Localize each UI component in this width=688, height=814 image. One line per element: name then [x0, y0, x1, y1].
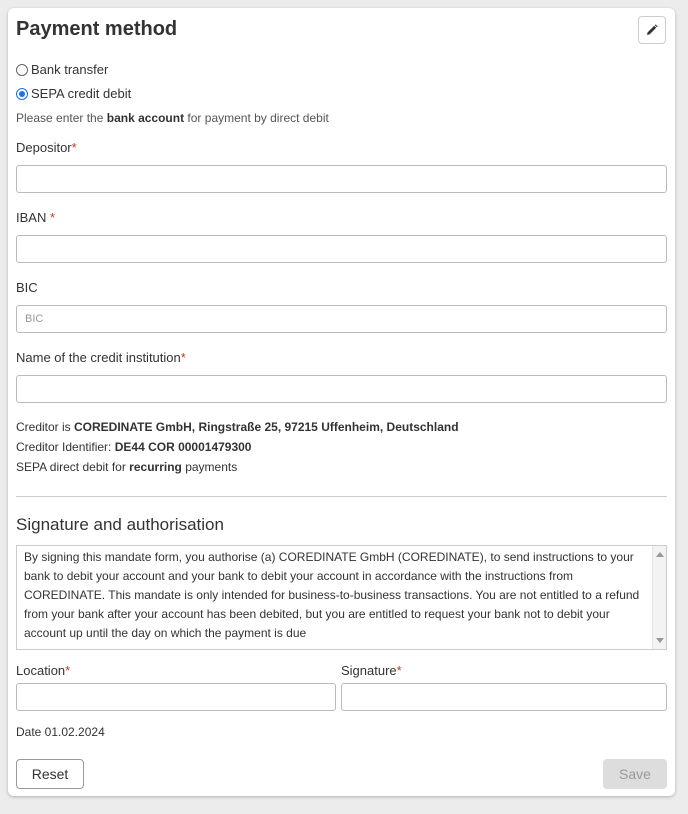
radio-sepa-credit-debit[interactable]: [16, 86, 131, 101]
radio-bank-transfer-indicator[interactable]: [16, 64, 28, 76]
signature-section-title: Signature and authorisation: [16, 515, 224, 534]
location-label: Location*: [16, 663, 71, 678]
scroll-up-icon[interactable]: [656, 552, 664, 557]
scroll-down-icon[interactable]: [656, 638, 664, 643]
reset-button[interactable]: Reset: [16, 759, 84, 789]
page-title: Payment method: [16, 18, 178, 40]
payment-method-card: [8, 8, 675, 796]
bic-placeholder: BIC: [25, 313, 44, 325]
bic-label: BIC: [16, 280, 38, 295]
radio-sepa-label: SEPA credit debit: [31, 86, 132, 101]
radio-sepa-indicator[interactable]: [16, 88, 28, 100]
pencil-icon: [646, 24, 658, 36]
date-text: Date 01.02.2024: [16, 725, 105, 739]
creditor-identifier: Creditor Identifier: DE44 COR 00001479300: [16, 440, 252, 454]
save-button[interactable]: Save: [603, 759, 667, 789]
iban-label: IBAN *: [16, 210, 56, 225]
credit-institution-label: Name of the credit institution*: [16, 350, 186, 365]
iban-input[interactable]: [16, 235, 667, 263]
bank-account-hint: Please enter the bank account for payment by direct debit: [16, 111, 329, 125]
depositor-input[interactable]: [16, 165, 667, 193]
edit-button[interactable]: [638, 16, 666, 44]
location-input[interactable]: [16, 683, 336, 711]
creditor-info: Creditor is COREDINATE GmbH, Ringstraße 25, 97215 Uffenheim, Deutschland: [16, 420, 459, 434]
sepa-recurring-info: SEPA direct debit for recurring payments: [16, 460, 238, 474]
mandate-textarea[interactable]: [16, 545, 667, 650]
depositor-label: Depositor*: [16, 140, 77, 155]
section-divider: [16, 496, 667, 497]
radio-bank-transfer-label: Bank transfer: [31, 62, 109, 77]
radio-bank-transfer[interactable]: [16, 62, 108, 77]
mandate-scrollbar[interactable]: [652, 546, 666, 649]
signature-label: Signature*: [341, 663, 402, 678]
signature-input[interactable]: [341, 683, 667, 711]
bic-input[interactable]: [16, 305, 667, 333]
credit-institution-input[interactable]: [16, 375, 667, 403]
mandate-text: By signing this mandate form, you authorise (a) COREDINATE GmbH (COREDINATE), to send instructions to your bank to debit your account and your bank to debit your account in accordance with the instructions from COREDINATE. This mandate is only intended for business-to-business transactions. You are not entitled to a refund from your bank after your account has been debited, but you are entitled to request your bank not to debit your account up until the day on which the payment is due: [24, 550, 640, 640]
